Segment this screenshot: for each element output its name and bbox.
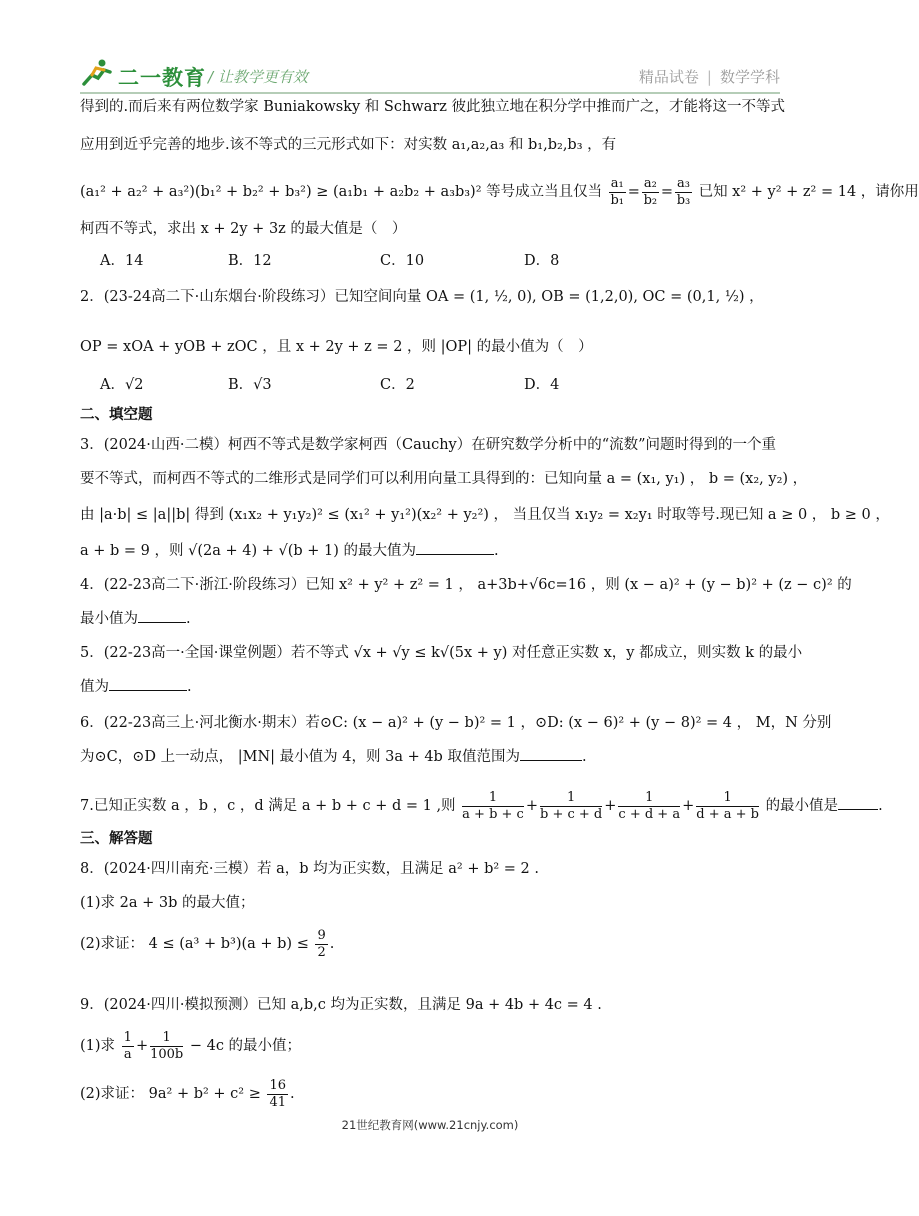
option-b: B．12	[228, 253, 272, 269]
q6-text: 为⊙C，⊙D 上一动点， |MN| 最小值为 4，则 3a + 4b 取值范围为	[80, 749, 520, 765]
q2-line: OP = xOA + yOB + zOC ，且 x + 2y + z = 2 ，则 |OP| 的最小值为（ ）	[80, 339, 593, 355]
q3-line: 要不等式，而柯西不等式的二维形式是同学们可以利用向量工具得到的：已知向量 a = (x₁, y₁) ， b = (x₂, y₂) ，	[80, 471, 808, 487]
text-line: 柯西不等式，求出 x + 2y + 3z 的最大值是（ ）	[80, 221, 407, 237]
answer-blank	[416, 554, 494, 555]
brand-name: 二一教育	[118, 66, 206, 90]
fraction: $\frac{1}{a}$	[123, 1030, 132, 1062]
q7-line: 7.已知正实数 a ，b ，c ，d 满足 a + b + c + d = 1 ,则 $\frac{1}{a + b + c}$ + $\frac{1}{b + c + d}$ + $\frac{1}{c + d + a}$ + $\frac{1}{d + a + b}$ 的最小值是 .	[80, 790, 883, 822]
answer-blank	[520, 760, 582, 761]
q3-line: 3．(2024·山西·二模）柯西不等式是数学家柯西（Cauchy）在研究数学分析中的“流数”问题时得到的一个重	[80, 437, 777, 453]
q8-line: 8．(2024·四川南充·三模）若 a，b 均为正实数，且满足 a² + b² = 2 .	[80, 861, 539, 877]
q7-text-end: 的最小值是	[765, 798, 839, 815]
fraction: $\frac{1}{d + a + b}$	[696, 790, 759, 822]
section-heading: 二、填空题	[80, 407, 153, 423]
q2-line: 2．(23-24高二下·山东烟台·阶段练习）已知空间向量 OA = (1, ½, 0), OB = (1,2,0), OC = (0,1, ½) ，	[80, 289, 764, 305]
fraction: $\frac{16}{41}$	[269, 1078, 287, 1110]
page-footer: 21世纪教育网(www.21cnjy.com)	[341, 1118, 519, 1132]
q3-line: a + b = 9 ，则 √(2a + 4) + √(b + 1) 的最大值为 .	[80, 543, 499, 559]
q9-text: (2)求证： 9a² + b² + c² ≥	[80, 1086, 261, 1103]
fraction: $\frac{\text{a₁}}{\text{b₁}}$	[610, 176, 624, 208]
fraction: $\frac{1}{a + b + c}$	[462, 790, 524, 822]
text-line: 得到的.而后来有两位数学家 Buniakowsky 和 Schwarz 彼此独立地在积分学中推而广之，才能将这一不等式	[80, 99, 786, 115]
fraction: $\frac{1}{100b}$	[150, 1030, 184, 1062]
answer-blank	[109, 690, 187, 691]
q3-line: 由 |a·b| ≤ |a||b| 得到 (x₁x₂ + y₁y₂)² ≤ (x₁² + y₁²)(x₂² + y₂²) ， 当且仅当 x₁y₂ = x₂y₁ 时取等号.现已知 a ≥ 0 ， b ≥ 0 ，	[80, 507, 890, 523]
q9-line: 9．(2024·四川·模拟预测）已知 a,b,c 均为正实数，且满足 9a + 4b + 4c = 4 .	[80, 997, 602, 1013]
fraction: $\frac{1}{c + d + a}$	[618, 790, 681, 822]
answer-blank	[838, 809, 878, 810]
q4-line: 最小值为 .	[80, 611, 191, 627]
option-a: A．14	[100, 253, 144, 269]
fraction: $\frac{9}{2}$	[317, 928, 326, 960]
q4-text: 最小值为	[80, 611, 138, 627]
header-divider	[80, 92, 780, 94]
q7-text: 7.已知正实数 a ，b ，c ，d 满足 a + b + c + d = 1 ,则	[80, 798, 456, 815]
brand-slogan: / 让教学更有效	[208, 68, 308, 86]
q8-text: (2)求证： 4 ≤ (a³ + b³)(a + b) ≤	[80, 936, 309, 953]
runner-logo-icon	[80, 58, 114, 88]
text-line: 应用到近乎完善的地步.该不等式的三元形式如下：对实数 a₁,a₂,a₃ 和 b₁,b₂,b₃ ，有	[80, 137, 617, 153]
header-subject	[639, 66, 780, 87]
option-b: B．√3	[228, 377, 272, 393]
fraction: $\frac{1}{b + c + d}$	[540, 790, 603, 822]
option-d: D．4	[524, 377, 560, 393]
fraction: $\frac{\text{a₃}}{\text{b₃}}$	[676, 176, 691, 208]
q3-text: a + b = 9 ，则 √(2a + 4) + √(b + 1) 的最大值为	[80, 543, 417, 559]
q8-line: (1)求 2a + 3b 的最大值；	[80, 895, 255, 911]
cauchy-formula-line: (a₁² + a₂² + a₃²)(b₁² + b₂² + b₃²) ≥ (a₁b₁ + a₂b₂ + a₃b₃)² 等号成立当且仅当 $\frac{\text{a₁}}{\text{b₁}}$ = $\frac{\text{a₂}}{\text{b₂}}$ = $\frac{\text{a₃}}{\text{b₃}}$ 已知 x² + y² + z² = 14 ，请你用	[80, 176, 919, 208]
answer-blank	[138, 622, 186, 623]
option-a: A．√2	[100, 377, 144, 393]
q5-text: 值为	[80, 679, 109, 695]
option-c: C．10	[380, 253, 425, 269]
q5-line: 值为 .	[80, 679, 192, 695]
page-header	[0, 0, 860, 92]
logo	[80, 58, 320, 92]
header-tag-subject: 数学学科	[719, 68, 780, 86]
q4-line: 4．(22-23高二下·浙江·阶段练习）已知 x² + y² + z² = 1 ， a+3b+√6c=16 ，则 (x − a)² + (y − b)² + (z − c)² 的	[80, 577, 852, 593]
fraction: $\frac{\text{a₂}}{\text{b₂}}$	[643, 176, 658, 208]
q6-line: 6．(22-23高三上·河北衡水·期末）若⊙C: (x − a)² + (y − b)² = 1 ，⊙D: (x − 6)² + (y − 8)² = 4 ， M，N 分别	[80, 715, 832, 731]
option-d: D．8	[524, 253, 560, 269]
q5-line: 5．(22-23高一·全国·课堂例题）若不等式 √x + √y ≤ k√(5x + y) 对任意正实数 x，y 都成立，则实数 k 的最小	[80, 645, 803, 661]
q9-text: − 4c 的最小值；	[189, 1038, 302, 1055]
formula-text: (a₁² + a₂² + a₃²)(b₁² + b₂² + b₃²) ≥ (a₁b₁ + a₂b₂ + a₃b₃)² 等号成立当且仅当	[80, 184, 603, 201]
q9-line: (1)求 $\frac{1}{a}$ + $\frac{1}{100b}$ − 4c 的最小值；	[80, 1030, 302, 1062]
option-c: C．2	[380, 377, 415, 393]
header-separator: |	[706, 68, 712, 86]
q6-line: 为⊙C，⊙D 上一动点， |MN| 最小值为 4，则 3a + 4b 取值范围为 .	[80, 749, 587, 765]
header-tag-quality: 精品试卷	[638, 68, 699, 86]
q9-text: (1)求	[80, 1038, 116, 1055]
formula-text: 已知 x² + y² + z² = 14 ，请你用	[698, 184, 919, 201]
q8-line: (2)求证： 4 ≤ (a³ + b³)(a + b) ≤ $\frac{9}{2}$ .	[80, 928, 335, 960]
section-heading: 三、解答题	[80, 831, 153, 847]
q9-line: (2)求证： 9a² + b² + c² ≥ $\frac{16}{41}$ .	[80, 1078, 295, 1110]
